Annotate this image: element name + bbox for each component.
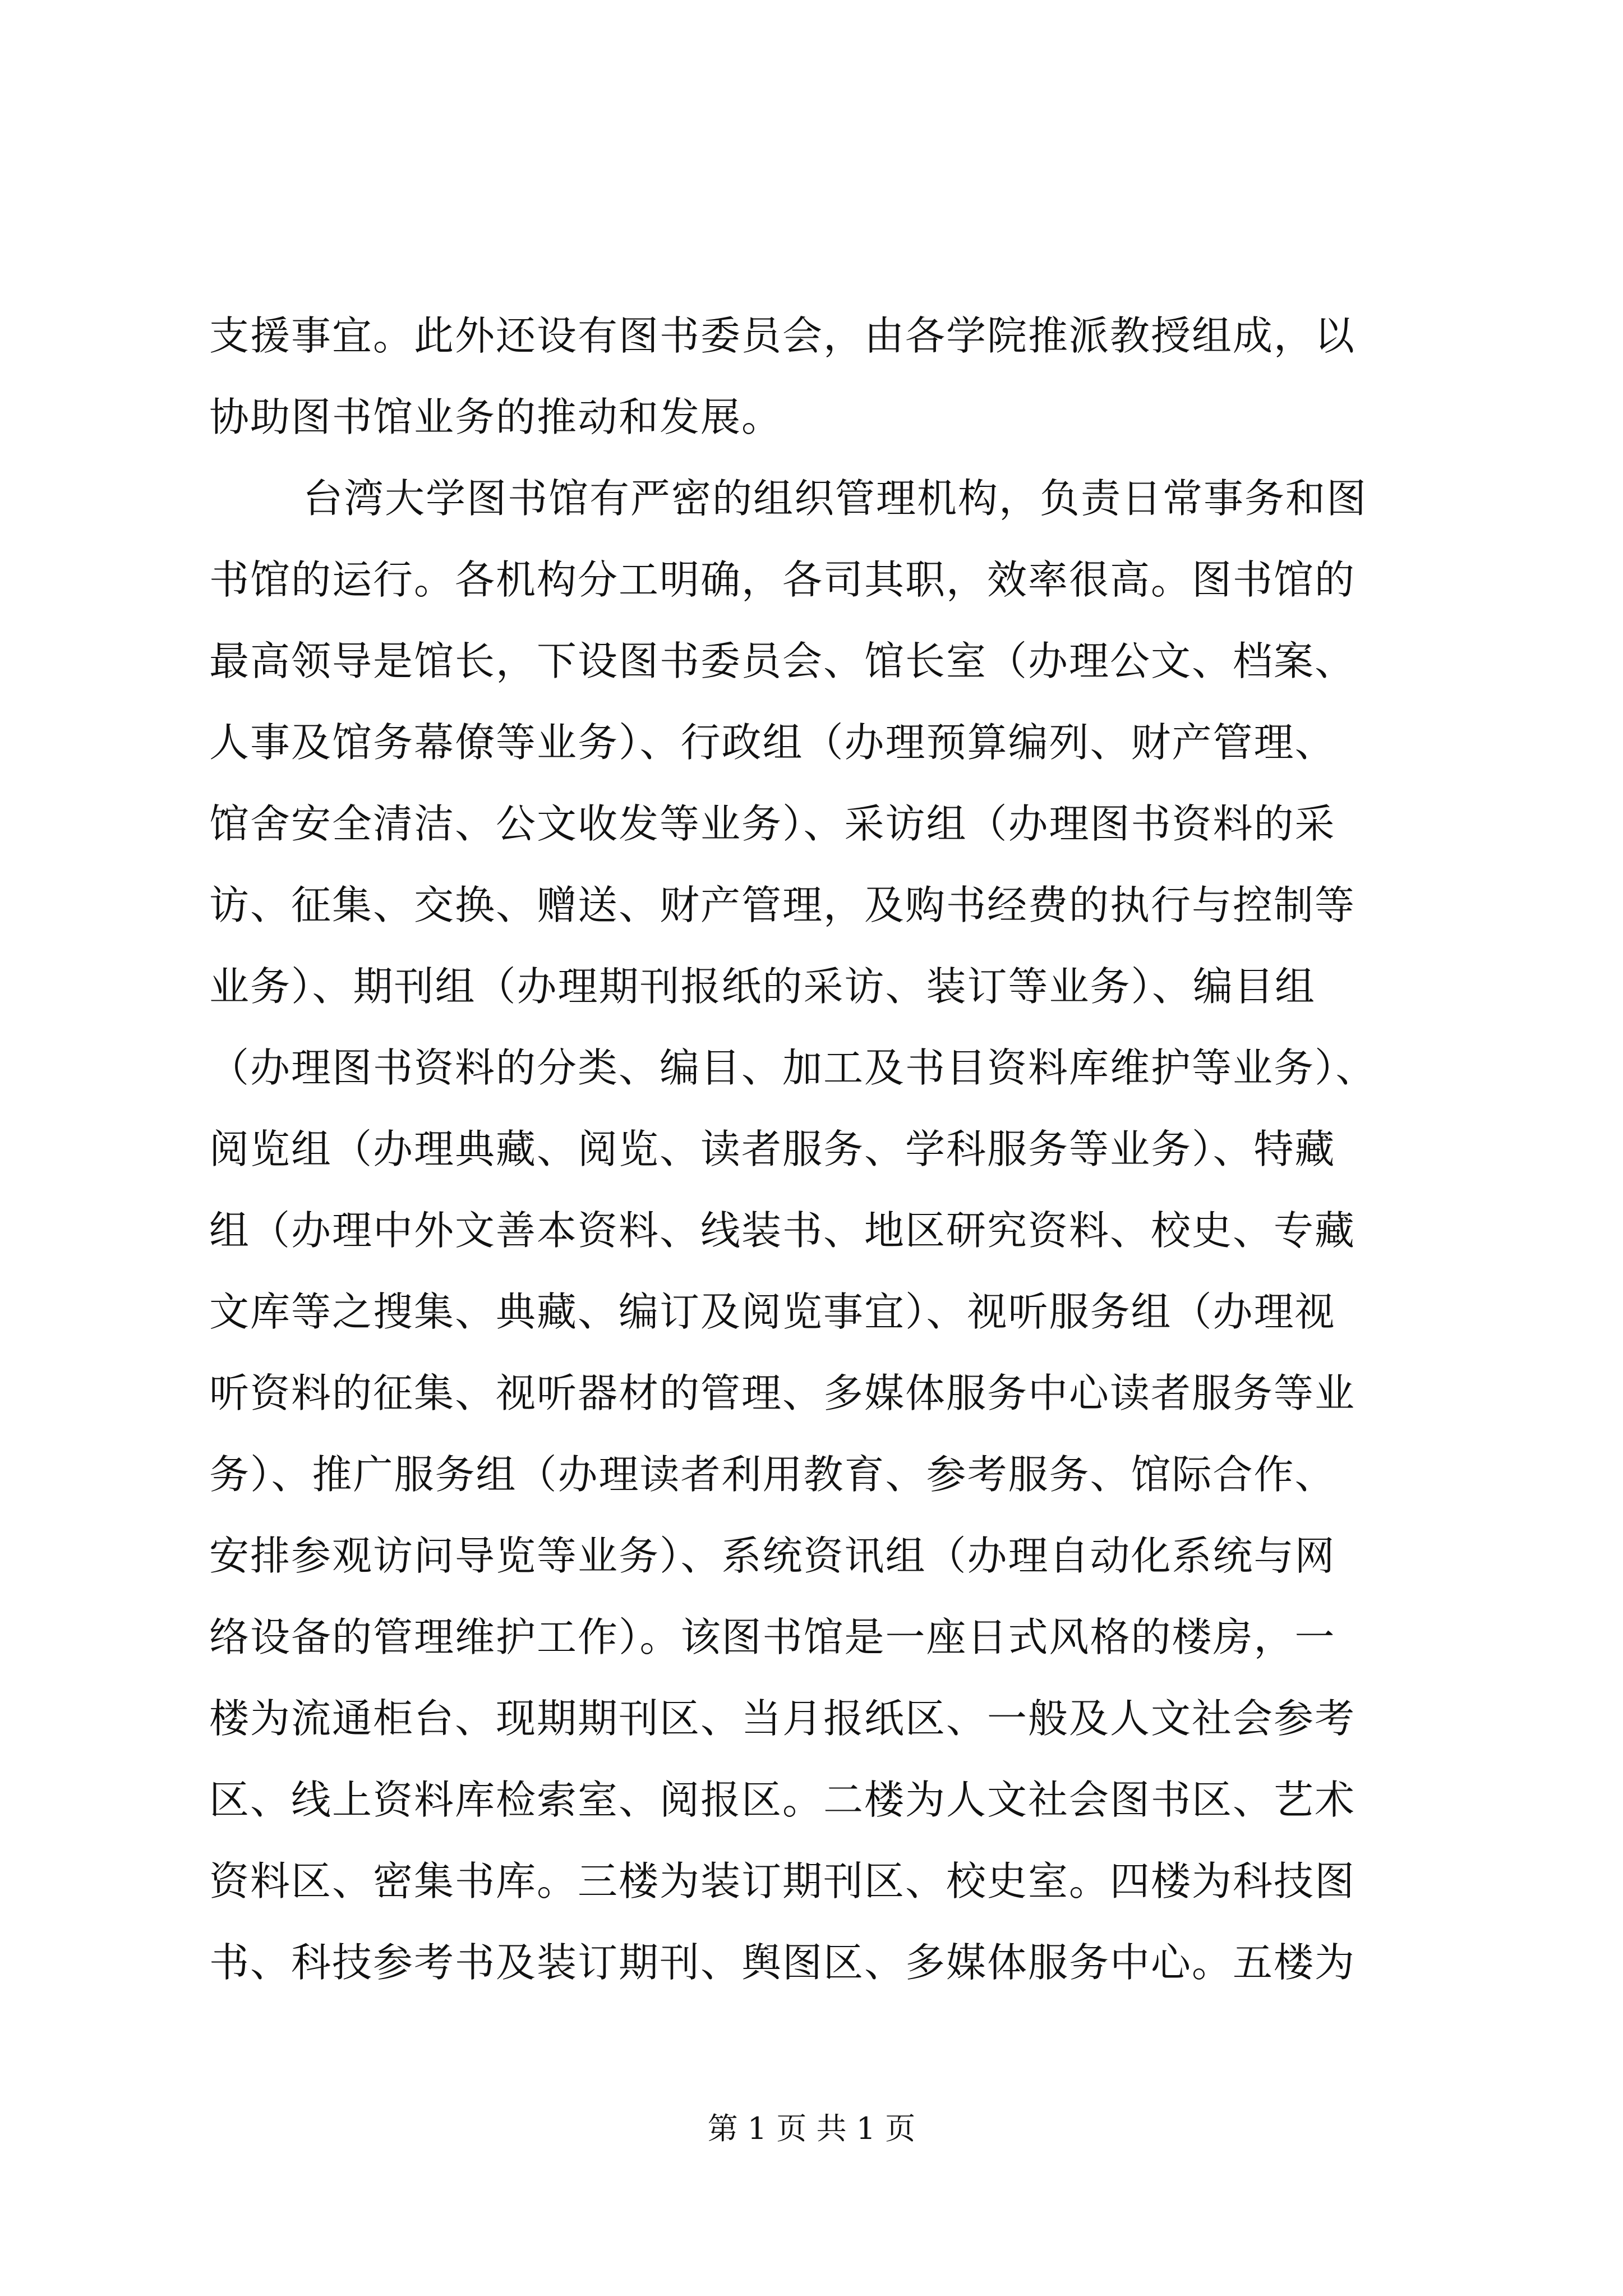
- text-line: 络设备的管理维护工作）。该图书馆是一座日式风格的楼房，一: [209, 1614, 1336, 1660]
- text-line: 支援事宜。此外还设有图书委员会，由各学院推派教授组成，以: [209, 312, 1356, 359]
- text-line: 书馆的运行。各机构分工明确，各司其职，效率很高。图书馆的: [209, 556, 1356, 603]
- text-line: 最高领导是馆长，下设图书委员会、馆长室（办理公文、档案、: [209, 638, 1356, 684]
- text-line: 组（办理中外文善本资料、线装书、地区研究资料、校史、专藏: [209, 1207, 1356, 1254]
- text-line: 安排参观访问导览等业务）、系统资讯组（办理自动化系统与网: [209, 1533, 1336, 1579]
- text-line: 务）、推广服务组（办理读者利用教育、参考服务、馆际合作、: [209, 1451, 1336, 1498]
- text-line: 资料区、密集书库。三楼为装订期刊区、校史室。四楼为科技图: [209, 1858, 1356, 1904]
- text-line: 业务）、期刊组（办理期刊报纸的采访、装订等业务）、编目组: [209, 963, 1316, 1010]
- paragraph-first-line: 台湾大学图书馆有严密的组织管理机构，负责日常事务和图: [303, 475, 1368, 522]
- text-line: 阅览组（办理典藏、阅览、读者服务、学科服务等业务）、特藏: [209, 1126, 1336, 1172]
- text-line: 人事及馆务幕僚等业务）、行政组（办理预算编列、财产管理、: [209, 719, 1336, 766]
- text-line: 书、科技参考书及装订期刊、舆图区、多媒体服务中心。五楼为: [209, 1939, 1356, 1986]
- text-line: 文库等之搜集、典藏、编订及阅览事宜）、视听服务组（办理视: [209, 1289, 1336, 1335]
- text-line: 馆舍安全清洁、公文收发等业务）、采访组（办理图书资料的采: [209, 800, 1336, 847]
- text-line: （办理图书资料的分类、编目、加工及书目资料库维护等业务）、: [209, 1045, 1377, 1091]
- page-footer: 第 1 页 共 1 页: [707, 2111, 916, 2146]
- text-line: 协助图书馆业务的推动和发展。: [209, 394, 783, 440]
- text-line: 访、征集、交换、赠送、财产管理，及购书经费的执行与控制等: [209, 882, 1356, 928]
- text-line: 区、线上资料库检索室、阅报区。二楼为人文社会图书区、艺术: [209, 1777, 1356, 1823]
- text-line: 听资料的征集、视听器材的管理、多媒体服务中心读者服务等业: [209, 1370, 1356, 1416]
- text-line: 楼为流通柜台、现期期刊区、当月报纸区、一般及人文社会参考: [209, 1695, 1356, 1742]
